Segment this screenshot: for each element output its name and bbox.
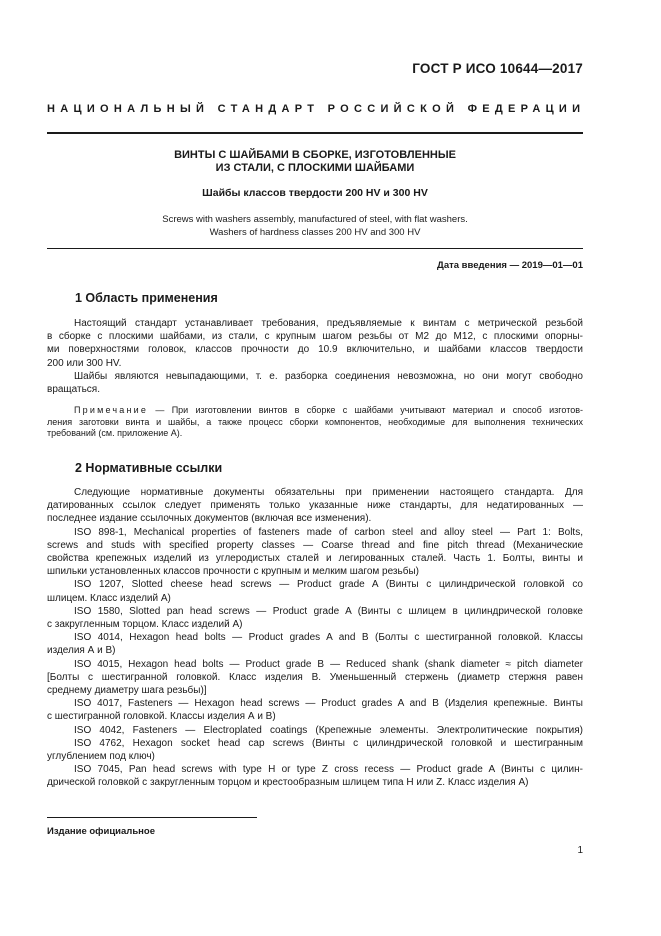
reference-line: шпильки установленных классов прочности с крупным и мелким шагом резьбы)	[47, 566, 419, 578]
reference-line: ISO 1580, Slotted pan head screws — Product grade A (Винты с шлицем в цилиндрической головке	[74, 605, 583, 617]
text-line: Настоящий стандарт устанавливает требования, предъявляемые к винтам с метрической резьбой	[74, 318, 583, 329]
reference-line: шлицем. Класс изделий А)	[47, 592, 171, 604]
text-line: датированных ссылок следует применять только указанные ниже стандарты, для недатированных —	[47, 500, 583, 512]
text-line: ми поверхностями головок, классов прочности до 10.9 включительно, и шайбами классов твердости	[47, 344, 583, 356]
reference-line: среднему диаметру шага резьбы)]	[47, 685, 207, 697]
text-line: Следующие нормативные документы обязательны при применении настоящего стандарта. Для	[74, 487, 583, 498]
header-divider	[47, 132, 583, 134]
reference-line: ISO 1207, Slotted cheese head screws — Product grade A (Винты с цилиндрической головкой со	[74, 579, 583, 591]
official-edition-label: Издание официальное	[47, 826, 155, 837]
title-ru-line-2: ИЗ СТАЛИ, С ПЛОСКИМИ ШАЙБАМИ	[215, 162, 415, 174]
text-line: Шайбы являются невыпадающими, т. е. разборка соединения невозможна, но они могут свободно	[74, 371, 583, 382]
reference-line: дрической головкой с закругленным торцом и крестообразным шлицем типа H или Z. Класс изделия А)	[47, 777, 529, 789]
section-1-note	[47, 405, 583, 440]
note-text: — При изготовлении винтов в сборке с шайбами учитывают материал и способ изготов-	[148, 405, 583, 415]
subtitle-russian: Шайбы классов твердости 200 HV и 300 HV	[202, 187, 428, 199]
text-line: последнее издание ссылочных документов (включая все изменения).	[47, 513, 372, 525]
reference-line: screws and studs with specified property classes — Coarse thread and fine pitch thread (Механические	[47, 539, 583, 551]
reference-line: изделия А и В)	[47, 645, 116, 657]
note-line	[47, 405, 583, 417]
reference-line: ISO 4014, Hexagon head bolts — Product grades A and B (Болты с шестигранной головкой. Классы	[74, 632, 583, 644]
reference-line: ISO 4762, Hexagon socket head cap screws (Винты с цилиндрической головкой и шестигранным	[74, 737, 583, 749]
reference-line: ISO 4042, Fasteners — Electroplated coatings (Крепежные элементы. Электролитические покрытия)	[74, 724, 583, 736]
introduction-date: Дата введения — 2019—01—01	[437, 260, 583, 271]
text-line: 200 или 300 HV.	[47, 357, 122, 369]
title-russian	[47, 149, 583, 175]
title-en-line-2: Washers of hardness classes 200 HV and 300 HV	[209, 226, 421, 238]
title-en-line-1: Screws with washers assembly, manufactured of steel, with flat washers.	[162, 214, 468, 225]
national-standard-banner: НАЦИОНАЛЬНЫЙ СТАНДАРТ РОССИЙСКОЙ ФЕДЕРАЦИИ	[47, 103, 586, 115]
section-1-paragraph-1	[47, 317, 583, 370]
title-divider	[47, 248, 583, 249]
note-label: Примечание	[74, 405, 149, 415]
reference-line: ISO 898-1, Mechanical properties of fasteners made of carbon steel and alloy steel — Part 1: Bolts,	[74, 526, 583, 538]
reference-line: [Болты с шестигранной головкой. Класс изделия В. Уменьшенный стержень (диаметр стержня равен	[47, 671, 583, 683]
section-2-body	[47, 486, 583, 790]
text-line: в сборке с плоскими шайбами, из стали, с крупным шагом резьбы от М2 до М12, с плоскими опорны-	[47, 331, 583, 343]
note-line: ления заготовки винта и шайбы, а также процесс сборки компонентов, необходимые для выполнения технических	[47, 416, 583, 427]
reference-line: ISO 7045, Pan head screws with type H or type Z cross recess — Product grade A (Винты с цилин-	[74, 764, 583, 776]
text-line: вращаться.	[47, 384, 100, 396]
document-code: ГОСТ Р ИСО 10644—2017	[412, 61, 583, 76]
section-1-paragraph-2	[47, 370, 583, 396]
reference-line: с закругленным торцом. Класс изделий А)	[47, 619, 243, 631]
reference-line: углублением под ключ)	[47, 751, 155, 763]
reference-line: ISO 4017, Fasteners — Hexagon head screws — Product grades A and B (Изделия крепежные. Винты	[74, 698, 583, 710]
title-english	[47, 214, 583, 239]
section-2-heading: 2 Нормативные ссылки	[75, 461, 223, 475]
section-1-heading: 1 Область применения	[75, 291, 218, 305]
document-page	[47, 0, 586, 936]
footer-divider	[47, 817, 257, 818]
page-number: 1	[577, 845, 583, 856]
reference-line: ISO 4015, Hexagon head bolts — Product grade B — Reduced shank (shank diameter ≈ pitch diameter	[74, 658, 583, 670]
note-line: требований (см. приложение А).	[47, 428, 183, 438]
title-ru-line-1: ВИНТЫ С ШАЙБАМИ В СБОРКЕ, ИЗГОТОВЛЕННЫЕ	[174, 149, 456, 161]
reference-line: с шестигранной головкой. Классы изделия А и В)	[47, 711, 276, 723]
reference-line: свойства крепежных изделий из углеродистых сталей и легированных сталей. Часть 1. Болты, винты и	[47, 553, 583, 565]
